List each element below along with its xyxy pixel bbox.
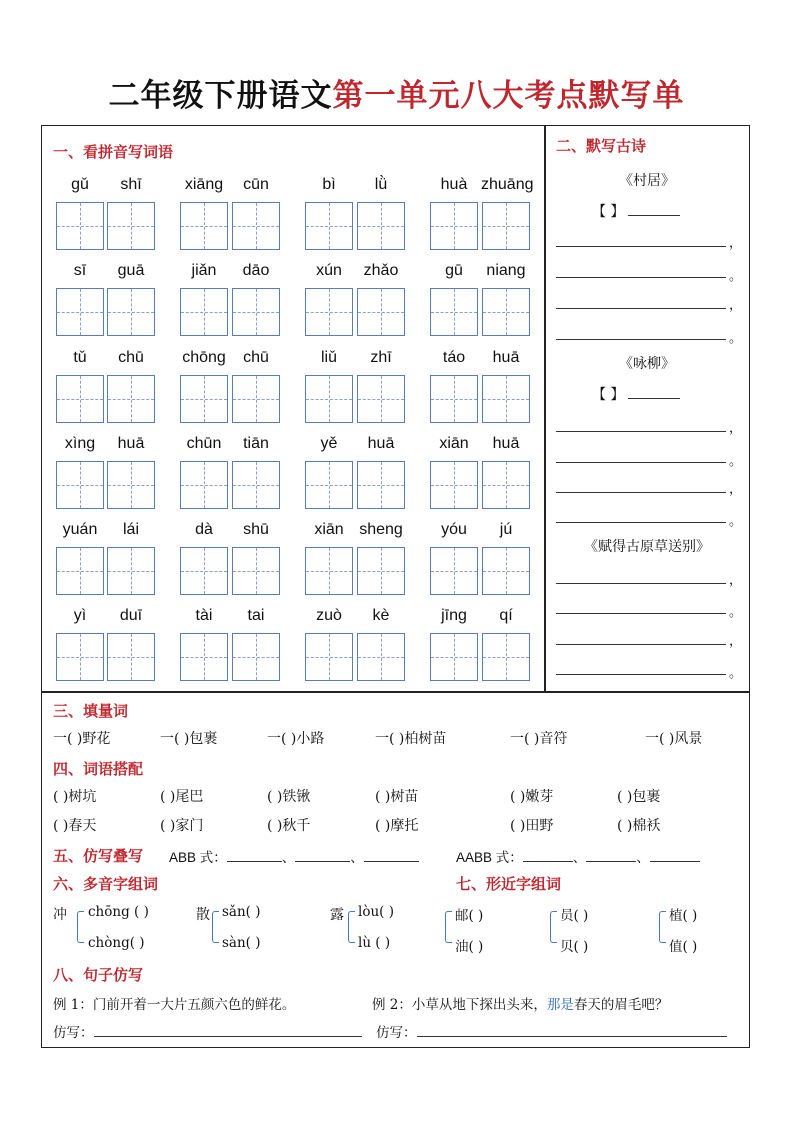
section-divider: [41, 691, 750, 693]
pinyin-label: chūn: [186, 435, 222, 452]
pinyin-label: dà: [195, 521, 213, 538]
poem-title-cunju: 《村居》: [619, 173, 675, 189]
pinyin-label: jīng: [441, 607, 467, 624]
tianzi-box[interactable]: [56, 202, 104, 250]
tianzi-box[interactable]: [482, 633, 530, 681]
poem-line[interactable]: [556, 338, 726, 340]
pinyin-label: gǔ: [71, 176, 89, 193]
dapei-item[interactable]: ( )田野: [510, 818, 554, 834]
aabb-blank[interactable]: [523, 848, 573, 862]
pinyin-label: xìng: [64, 435, 96, 452]
imitate-blank[interactable]: [417, 1023, 727, 1037]
tianzi-box[interactable]: [430, 461, 478, 509]
tianzi-box[interactable]: [430, 547, 478, 595]
tianzi-box[interactable]: [357, 202, 405, 250]
tianzi-box[interactable]: [305, 202, 353, 250]
tianzi-box[interactable]: [107, 375, 155, 423]
liangci-item[interactable]: 一( )风景: [645, 731, 703, 747]
tianzi-box[interactable]: [357, 547, 405, 595]
abb-blank[interactable]: [227, 848, 282, 862]
tianzi-box[interactable]: [305, 375, 353, 423]
brace-icon: [550, 911, 557, 943]
poem-line[interactable]: [556, 430, 726, 432]
pinyin-label: xiān: [314, 521, 344, 538]
pinyin-label: yì: [73, 607, 87, 624]
tianzi-box[interactable]: [357, 461, 405, 509]
poem-line[interactable]: [556, 612, 726, 614]
aabb-row: AABB 式： 、 、: [456, 846, 700, 866]
tianzi-box[interactable]: [232, 202, 280, 250]
section-3-heading: 三、填量词: [53, 702, 129, 720]
tianzi-box[interactable]: [357, 633, 405, 681]
example-sentence-1: 例 1：门前开着一大片五颜六色的鲜花。: [53, 997, 296, 1013]
pinyin-label: xiāng: [184, 176, 224, 193]
imitate-row-2: 仿写：: [376, 1021, 727, 1041]
abb-blank[interactable]: [295, 848, 350, 862]
section-5-heading: 五、仿写叠写: [53, 847, 144, 865]
brace-icon: [445, 911, 452, 943]
section-7-heading: 七、形近字组词: [456, 875, 562, 893]
pinyin-label: sī: [73, 262, 87, 279]
pinyin-label: yě: [320, 435, 338, 452]
duoyin-char: 冲: [53, 907, 67, 923]
xingjin-item[interactable]: 值( ): [669, 939, 698, 955]
pinyin-label: shū: [243, 521, 269, 538]
pinyin-label: liǔ: [320, 349, 337, 366]
pinyin-label: yuán: [62, 521, 98, 538]
tianzi-box[interactable]: [56, 633, 104, 681]
pinyin-label: lǜ: [374, 176, 388, 193]
xingjin-item[interactable]: 油( ): [455, 939, 484, 955]
section-8-heading: 八、句子仿写: [53, 966, 144, 984]
xingjin-item[interactable]: 员( ): [560, 908, 589, 924]
tianzi-box[interactable]: [232, 633, 280, 681]
poem-title-yongliu: 《咏柳》: [619, 356, 675, 372]
tianzi-box[interactable]: [107, 461, 155, 509]
pinyin-label: jiǎn: [191, 262, 217, 279]
poem-title-fude: 《赋得古原草送别》: [584, 539, 710, 555]
duoyin-char: 散: [196, 907, 210, 923]
xingjin-item[interactable]: 贝( ): [560, 939, 589, 955]
dapei-item[interactable]: ( )棉袄: [617, 818, 661, 834]
tianzi-box[interactable]: [180, 547, 228, 595]
tianzi-box[interactable]: [232, 461, 280, 509]
duoyin-item[interactable]: lòu( ): [358, 904, 394, 920]
liangci-item[interactable]: 一( )包裹: [160, 731, 218, 747]
dapei-item[interactable]: ( )春天: [53, 818, 97, 834]
tianzi-box[interactable]: [107, 547, 155, 595]
tianzi-box[interactable]: [305, 288, 353, 336]
tianzi-box[interactable]: [482, 288, 530, 336]
tianzi-box[interactable]: [180, 202, 228, 250]
poem-author-blank[interactable]: 【 】: [592, 384, 680, 404]
pinyin-label: gū: [445, 262, 463, 279]
poem-line[interactable]: [556, 673, 726, 675]
dapei-item[interactable]: ( )尾巴: [160, 789, 204, 805]
tianzi-box[interactable]: [56, 547, 104, 595]
dapei-item[interactable]: ( )秋千: [267, 818, 311, 834]
section-6-heading: 六、多音字组词: [53, 875, 159, 893]
pinyin-label: tai: [247, 607, 265, 624]
tianzi-box[interactable]: [430, 288, 478, 336]
duoyin-char: 露: [330, 907, 344, 923]
brace-icon: [212, 911, 219, 943]
poem-line[interactable]: [556, 245, 726, 247]
pinyin-label: niang: [486, 262, 526, 279]
pinyin-label: jú: [499, 521, 513, 538]
dapei-item[interactable]: ( )树苗: [375, 789, 419, 805]
brace-icon: [659, 911, 666, 943]
pinyin-label: duī: [119, 607, 143, 624]
pinyin-label: dāo: [242, 262, 270, 279]
liangci-item[interactable]: 一( )野花: [53, 731, 111, 747]
pinyin-label: kè: [372, 607, 390, 624]
pinyin-label: huā: [492, 349, 520, 366]
pinyin-label: huà: [440, 176, 468, 193]
tianzi-box[interactable]: [430, 633, 478, 681]
duoyin-item[interactable]: sǎn( ): [222, 904, 261, 920]
pinyin-label: chū: [243, 349, 269, 366]
duoyin-item[interactable]: chōng ( ): [88, 904, 149, 920]
dapei-item[interactable]: ( )包裹: [617, 789, 661, 805]
tianzi-box[interactable]: [430, 375, 478, 423]
tianzi-box[interactable]: [305, 547, 353, 595]
pinyin-label: zhī: [370, 349, 392, 366]
tianzi-box[interactable]: [357, 375, 405, 423]
poem-line[interactable]: [556, 461, 726, 463]
page-title: 二年级下册语文第一单元八大考点默写单: [108, 78, 685, 114]
tianzi-box[interactable]: [56, 461, 104, 509]
poem-author-blank[interactable]: 【 】: [592, 201, 680, 221]
tianzi-box[interactable]: [305, 461, 353, 509]
tianzi-box[interactable]: [232, 375, 280, 423]
pinyin-label: chū: [118, 349, 144, 366]
poem-line[interactable]: [556, 643, 726, 645]
duoyin-item[interactable]: sàn( ): [222, 935, 261, 951]
duoyin-item[interactable]: lù ( ): [358, 935, 391, 951]
poem-line[interactable]: [556, 491, 726, 493]
dapei-item[interactable]: ( )嫩芽: [510, 789, 554, 805]
pinyin-label: zhǎo: [363, 262, 399, 279]
xingjin-item[interactable]: 植( ): [669, 908, 698, 924]
dapei-item[interactable]: ( )家门: [160, 818, 204, 834]
tianzi-box[interactable]: [232, 547, 280, 595]
liangci-item[interactable]: 一( )小路: [267, 731, 325, 747]
tianzi-box[interactable]: [107, 633, 155, 681]
tianzi-box[interactable]: [180, 288, 228, 336]
dapei-item[interactable]: ( )摩托: [375, 818, 419, 834]
tianzi-box[interactable]: [107, 288, 155, 336]
pinyin-label: zuò: [316, 607, 342, 624]
pinyin-label: chōng: [182, 349, 226, 366]
section-1-heading: 一、看拼音写词语: [53, 143, 174, 161]
pinyin-label: cūn: [243, 176, 269, 193]
tianzi-box[interactable]: [305, 633, 353, 681]
section-4-heading: 四、词语搭配: [53, 760, 144, 778]
aabb-blank[interactable]: [586, 848, 636, 862]
pinyin-label: zhuāng: [481, 176, 534, 193]
pinyin-label: yóu: [441, 521, 467, 538]
pinyin-label: guā: [117, 262, 145, 279]
column-divider: [544, 125, 546, 692]
poem-line[interactable]: [556, 521, 726, 523]
abb-blank[interactable]: [364, 848, 419, 862]
liangci-item[interactable]: 一( )音符: [510, 731, 568, 747]
dapei-item[interactable]: ( )铁锹: [267, 789, 311, 805]
pinyin-label: lái: [122, 521, 139, 538]
pinyin-label: tiān: [243, 435, 269, 452]
tianzi-box[interactable]: [357, 288, 405, 336]
pinyin-label: bì: [322, 176, 336, 193]
duoyin-item[interactable]: chòng( ): [88, 935, 145, 951]
poem-line[interactable]: [556, 276, 726, 278]
tianzi-box[interactable]: [232, 288, 280, 336]
tianzi-box[interactable]: [180, 633, 228, 681]
tianzi-box[interactable]: [482, 461, 530, 509]
tianzi-box[interactable]: [482, 547, 530, 595]
tianzi-box[interactable]: [430, 202, 478, 250]
pinyin-label: huā: [367, 435, 395, 452]
pinyin-label: huā: [492, 435, 520, 452]
pinyin-label: sheng: [359, 521, 403, 538]
brace-icon: [77, 911, 84, 943]
pinyin-label: xún: [316, 262, 342, 279]
pinyin-label: huā: [117, 435, 145, 452]
pinyin-label: qí: [499, 607, 513, 624]
tianzi-box[interactable]: [56, 288, 104, 336]
dapei-item[interactable]: ( )树坑: [53, 789, 97, 805]
liangci-item[interactable]: 一( )柏树苗: [375, 731, 447, 747]
pinyin-label: tài: [195, 607, 213, 624]
poem-line[interactable]: [556, 307, 726, 309]
tianzi-box[interactable]: [56, 375, 104, 423]
pinyin-label: tǔ: [73, 349, 87, 366]
tianzi-box[interactable]: [482, 202, 530, 250]
pinyin-label: táo: [442, 349, 466, 366]
pinyin-label: xiān: [439, 435, 469, 452]
xingjin-item[interactable]: 邮( ): [455, 908, 484, 924]
tianzi-box[interactable]: [107, 202, 155, 250]
poem-line[interactable]: [556, 582, 726, 584]
tianzi-box[interactable]: [482, 375, 530, 423]
aabb-blank[interactable]: [650, 848, 700, 862]
example-sentence-2: 例 2：小草从地下探出头来，那是春天的眉毛吧？: [372, 997, 669, 1013]
abb-row: ABB 式： 、 、: [169, 846, 419, 866]
pinyin-label: shī: [120, 176, 142, 193]
brace-icon: [348, 911, 355, 943]
imitate-row-1: 仿写：: [53, 1021, 362, 1041]
tianzi-box[interactable]: [180, 375, 228, 423]
section-2-heading: 二、默写古诗: [556, 137, 647, 155]
tianzi-box[interactable]: [180, 461, 228, 509]
imitate-blank[interactable]: [94, 1023, 362, 1037]
